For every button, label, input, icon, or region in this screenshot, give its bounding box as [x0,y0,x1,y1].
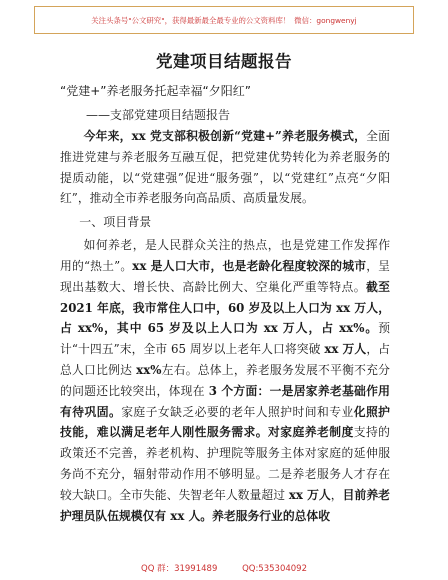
text-run-bold: 3 个方面：一是居家养老基础作用有待巩固。 [60,383,390,419]
text-run-bold: 目前养老护理员队伍规模仅有 xx 人。养老服务行业的总体收 [60,487,390,523]
document-subtitle-secondary: ——支部党建项目结题报告 [86,108,231,122]
document-body [60,126,390,526]
footer-qq-group: QQ 群：31991489 [141,564,218,574]
section-heading-background: 一、项目背景 [79,215,152,230]
document-subtitle: “党建+”养老服务托起幸福“夕阳红” [60,84,251,98]
text-run-bold: 截至 2021 年底，我市常住人口中，60 岁及以上人口为 xx 万人，占 xx%，其中 65 岁及以上人口为 xx 万人，占 xx%。 [60,279,390,336]
banner-text: 关注头条号"公文研究"，获得最新最全最专业的公文资料库！ [91,15,291,25]
text-run: 左右。总体上，养老服务发展不平衡不充分的问题还比较突出，体现在 [60,362,390,398]
background-paragraph [60,235,390,526]
text-run-bold: xx 是人口大市，也是老龄化程度较深的城市 [132,258,367,273]
contact-footer [0,562,448,574]
promo-banner [34,6,414,34]
text-run: ，占总人口比例达 [60,342,390,377]
text-run: 如何养老，是人民群众关注的热点，也是党建工作发挥作用的“热土”。 [60,238,390,273]
text-run-bold: xx 万人 [324,342,367,357]
text-run: 家庭子女缺乏必要的老年人照护时间和专业 [121,404,354,419]
banner-wechat: 微信：gongwenyj [294,15,357,25]
intro-rest: 全面推进党建与养老服务互融互促，把党建优势转化为养老服务的提质动能，以“党建强”促进“服务强”，以“党建红”点亮“夕阳红”，推动全市养老服务向高品质、高质量发展。 [60,129,390,206]
text-run: ，呈现出基数大、增长快、高龄比例大、空巢化严重等特点。 [60,258,390,294]
intro-lead: 今年来，xx 党支部积极创新“党建+”养老服务模式， [83,129,367,143]
text-run: 支持的政策还不完善，养老机构、护理院等服务主体对家庭的延伸服务尚不充分，辐射带动作用不够明显。二是养老服务人才存在较大缺口。全市失能、失智老年人数量超过 [60,425,390,502]
text-run: 预计“十四五”末，全市 65 周岁以上老年人口将突破 [60,321,390,357]
text-run-bold: xx 万人 [288,487,331,502]
document-title: 党建项目结题报告 [156,52,292,71]
intro-paragraph [60,126,390,209]
text-run-bold: 化照护技能，难以满足老年人刚性服务需求。对家庭养老制度 [60,404,390,440]
footer-qq: QQ:535304092 [242,564,307,574]
text-run-bold: xx% [136,362,162,377]
text-run: ， [330,487,343,502]
